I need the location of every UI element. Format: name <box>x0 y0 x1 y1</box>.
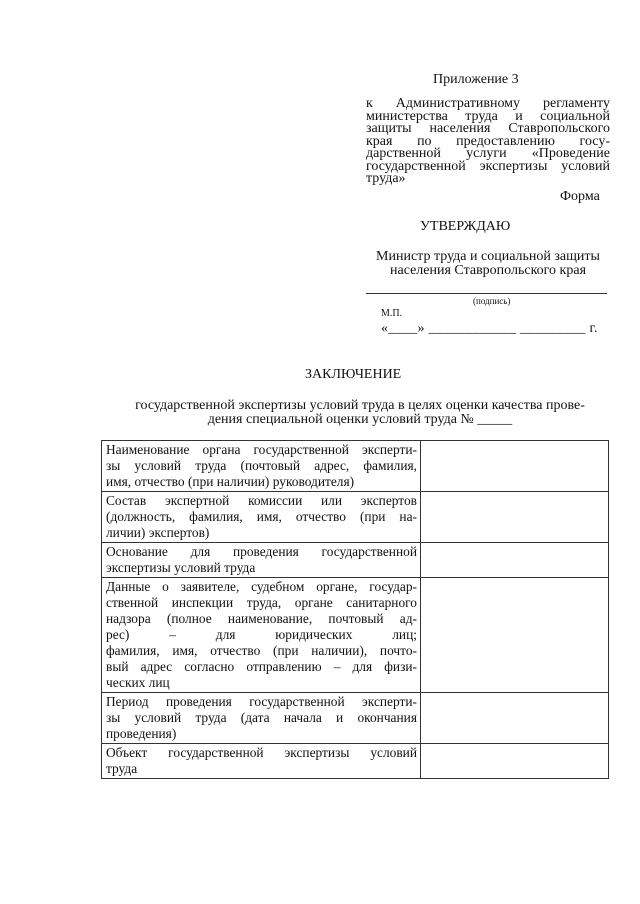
row-label-line: ственной инспекции труда, органе санитарного <box>106 595 417 610</box>
signature-line <box>366 293 607 294</box>
conclusion-subtitle-line: государственной экспертизы условий труда в целях оценки качества прове- <box>135 398 585 413</box>
table-row <box>102 441 609 492</box>
row-label-cell <box>102 441 421 492</box>
row-label-cell <box>102 492 421 543</box>
row-label-line: Состав экспертной комиссии или экспертов <box>106 493 417 508</box>
appendix-title: Приложение 3 <box>433 72 519 87</box>
appendix-line: к Административному регламенту <box>366 96 610 111</box>
row-value-cell[interactable] <box>421 744 609 779</box>
table-row <box>102 543 609 578</box>
appendix-line: труда» <box>366 171 406 186</box>
row-value-cell[interactable] <box>421 441 609 492</box>
row-label-line: Объект государственной экспертизы условий <box>106 745 417 760</box>
row-label-line: (должность, фамилия, имя, отчество (при на- <box>106 509 417 524</box>
appendix-line: защиты населения Ставропольского <box>366 121 610 136</box>
row-value-cell[interactable] <box>421 693 609 744</box>
approval-title: УТВЕРЖДАЮ <box>420 219 511 234</box>
form-label: Форма <box>560 189 600 204</box>
row-label-line: зы условий труда (дата начала и окончания <box>106 710 417 725</box>
row-label-line: фамилия, имя, отчество (при наличии), почто- <box>106 643 417 658</box>
conclusion-subtitle <box>113 399 607 427</box>
minister-line: населения Ставропольского края <box>389 263 587 278</box>
row-value-cell[interactable] <box>421 492 609 543</box>
row-label-line: рес) – для юридических лиц; <box>106 627 417 642</box>
row-label-line: Основание для проведения государственной <box>106 544 417 559</box>
appendix-line: дарственной услуги «Проведение <box>366 146 610 161</box>
signature-caption: (подпись) <box>473 296 511 306</box>
row-label-cell <box>102 744 421 779</box>
row-label-line: Период проведения государственной эксперти- <box>106 694 417 709</box>
row-value-cell[interactable] <box>421 543 609 578</box>
row-label-cell <box>102 543 421 578</box>
row-label-line: Данные о заявителе, судебном органе, государ- <box>106 579 417 594</box>
row-label-line: Наименование органа государственной эксперти- <box>106 442 417 457</box>
row-label-cell <box>102 693 421 744</box>
row-label-line: проведения) <box>106 726 177 741</box>
appendix-line: края по предоставлению госу- <box>366 133 610 149</box>
minister-line: Министр труда и социальной защиты <box>376 249 600 264</box>
conclusion-form-table <box>101 440 609 779</box>
row-label-line: ческих лиц <box>106 675 170 690</box>
row-label-line: вый адрес согласно отправлению – для физи- <box>106 659 417 674</box>
table-row <box>102 578 609 693</box>
row-value-cell[interactable] <box>421 578 609 693</box>
appendix-line: министерства труда и социальной <box>366 108 610 124</box>
date-line: «____» ____________ _________ г. <box>381 321 598 336</box>
conclusion-title: ЗАКЛЮЧЕНИЕ <box>305 367 402 382</box>
row-label-cell <box>102 578 421 693</box>
appendix-line: государственной экспертизы условий <box>366 158 610 174</box>
minister-title <box>364 250 612 278</box>
conclusion-subtitle-line: дения специальной оценки условий труда № _____ <box>207 412 513 427</box>
row-label-line: зы условий труда (почтовый адрес, фамилия, <box>106 458 417 473</box>
table-row <box>102 693 609 744</box>
table-body <box>102 441 609 779</box>
table-row <box>102 744 609 779</box>
row-label-line: имя, отчество (при наличии) руководителя) <box>106 474 355 489</box>
appendix-text <box>366 98 610 186</box>
row-label-line: надзора (полное наименование, почтовый ад- <box>106 611 417 626</box>
row-label-line: личии) экспертов) <box>106 525 210 540</box>
row-label-line: труда <box>106 761 138 776</box>
row-label-line: экспертизы условий труда <box>106 560 256 575</box>
table-row <box>102 492 609 543</box>
stamp-label: М.П. <box>381 308 403 319</box>
